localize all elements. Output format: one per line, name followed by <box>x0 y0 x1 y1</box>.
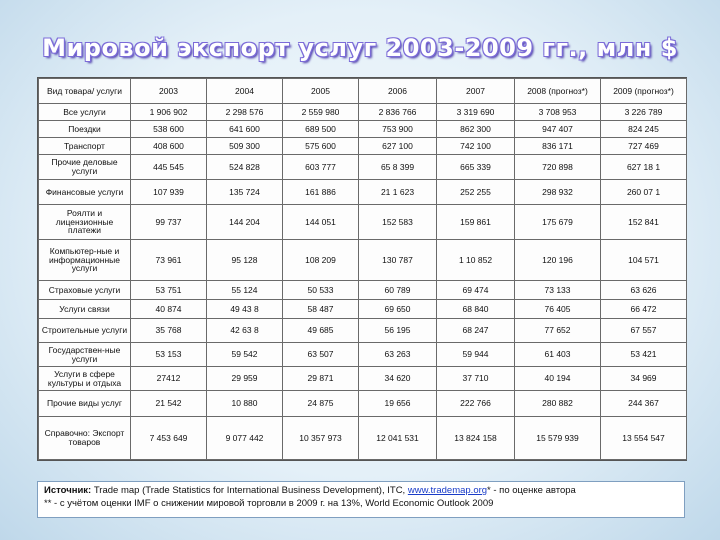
table-row <box>39 138 687 155</box>
table-row <box>39 367 687 391</box>
value-cell: 509 300 <box>207 138 283 155</box>
value-cell: 10 357 973 <box>283 417 359 460</box>
value-cell: 720 898 <box>515 155 601 180</box>
value-cell: 55 124 <box>207 281 283 300</box>
value-cell: 13 824 158 <box>437 417 515 460</box>
value-cell: 742 100 <box>437 138 515 155</box>
value-cell: 144 204 <box>207 205 283 240</box>
table-row <box>39 104 687 121</box>
value-cell: 65 8 399 <box>359 155 437 180</box>
value-cell: 152 841 <box>601 205 687 240</box>
value-cell: 19 656 <box>359 391 437 417</box>
value-cell: 2 836 766 <box>359 104 437 121</box>
value-cell: 68 247 <box>437 319 515 343</box>
header-cell: 2005 <box>283 79 359 104</box>
value-cell: 58 487 <box>283 300 359 319</box>
value-cell: 13 554 547 <box>601 417 687 460</box>
table-row <box>39 300 687 319</box>
value-cell: 77 652 <box>515 319 601 343</box>
value-cell: 66 472 <box>601 300 687 319</box>
value-cell: 12 041 531 <box>359 417 437 460</box>
value-cell: 862 300 <box>437 121 515 138</box>
value-cell: 61 403 <box>515 343 601 367</box>
value-cell: 42 63 8 <box>207 319 283 343</box>
value-cell: 67 557 <box>601 319 687 343</box>
header-cell: Вид товара/ услуги <box>39 79 131 104</box>
row-label: Роялти и лицензионные платежи <box>39 205 131 240</box>
value-cell: 60 789 <box>359 281 437 300</box>
value-cell: 3 319 690 <box>437 104 515 121</box>
value-cell: 34 969 <box>601 367 687 391</box>
header-cell: 2007 <box>437 79 515 104</box>
value-cell: 56 195 <box>359 319 437 343</box>
value-cell: 175 679 <box>515 205 601 240</box>
value-cell: 40 194 <box>515 367 601 391</box>
value-cell: 445 545 <box>131 155 207 180</box>
value-cell: 35 768 <box>131 319 207 343</box>
value-cell: 244 367 <box>601 391 687 417</box>
value-cell: 73 961 <box>131 240 207 281</box>
header-cell: 2008 (прогноз*) <box>515 79 601 104</box>
row-label: Транспорт <box>39 138 131 155</box>
source-text: Trade map (Trade Statistics for International Business Development), ITC, <box>91 485 408 496</box>
value-cell: 68 840 <box>437 300 515 319</box>
header-cell: 2006 <box>359 79 437 104</box>
row-label: Прочие виды услуг <box>39 391 131 417</box>
value-cell: 29 871 <box>283 367 359 391</box>
value-cell: 49 685 <box>283 319 359 343</box>
row-label: Компьютер-ные и информационные услуги <box>39 240 131 281</box>
row-label: Услуги в сфере культуры и отдыха <box>39 367 131 391</box>
value-cell: 727 469 <box>601 138 687 155</box>
value-cell: 69 650 <box>359 300 437 319</box>
value-cell: 3 708 953 <box>515 104 601 121</box>
value-cell: 135 724 <box>207 180 283 205</box>
value-cell: 538 600 <box>131 121 207 138</box>
row-label: Поездки <box>39 121 131 138</box>
table-row <box>39 240 687 281</box>
table-row <box>39 121 687 138</box>
value-cell: 280 882 <box>515 391 601 417</box>
value-cell: 152 583 <box>359 205 437 240</box>
source-note <box>37 481 685 518</box>
value-cell: 159 861 <box>437 205 515 240</box>
page-title: Мировой экспорт услуг 2003-2009 гг., млн $ <box>42 34 678 62</box>
value-cell: 144 051 <box>283 205 359 240</box>
source-footnote-2: ** - с учётом оценки IMF о снижении мировой торговли в 2009 г. на 13%, World Economic Outlook 2009 <box>44 497 494 509</box>
value-cell: 9 077 442 <box>207 417 283 460</box>
trademap-link[interactable]: www.trademap.org <box>407 485 488 496</box>
row-label: Строительные услуги <box>39 319 131 343</box>
value-cell: 73 133 <box>515 281 601 300</box>
value-cell: 40 874 <box>131 300 207 319</box>
value-cell: 63 626 <box>601 281 687 300</box>
value-cell: 53 153 <box>131 343 207 367</box>
table-row <box>39 155 687 180</box>
value-cell: 69 474 <box>437 281 515 300</box>
table-row <box>39 180 687 205</box>
table-header-row <box>39 79 687 104</box>
value-cell: 108 209 <box>283 240 359 281</box>
value-cell: 24 875 <box>283 391 359 417</box>
value-cell: 37 710 <box>437 367 515 391</box>
value-cell: 59 944 <box>437 343 515 367</box>
source-label: Источник: <box>44 485 92 496</box>
row-label: Прочие деловые услуги <box>39 155 131 180</box>
value-cell: 53 751 <box>131 281 207 300</box>
value-cell: 63 507 <box>283 343 359 367</box>
value-cell: 120 196 <box>515 240 601 281</box>
source-footnote-1: * - по оценке автора <box>487 485 576 496</box>
value-cell: 252 255 <box>437 180 515 205</box>
value-cell: 49 43 8 <box>207 300 283 319</box>
value-cell: 107 939 <box>131 180 207 205</box>
value-cell: 260 07 1 <box>601 180 687 205</box>
value-cell: 27412 <box>131 367 207 391</box>
value-cell: 753 900 <box>359 121 437 138</box>
value-cell: 627 18 1 <box>601 155 687 180</box>
value-cell: 7 453 649 <box>131 417 207 460</box>
value-cell: 627 100 <box>359 138 437 155</box>
value-cell: 222 766 <box>437 391 515 417</box>
value-cell: 29 959 <box>207 367 283 391</box>
row-label: Страховые услуги <box>39 281 131 300</box>
table-row <box>39 319 687 343</box>
table-row <box>39 417 687 460</box>
value-cell: 161 886 <box>283 180 359 205</box>
value-cell: 95 128 <box>207 240 283 281</box>
value-cell: 130 787 <box>359 240 437 281</box>
table-row <box>39 281 687 300</box>
row-label: Финансовые услуги <box>39 180 131 205</box>
row-label: Государствен-ные услуги <box>39 343 131 367</box>
value-cell: 59 542 <box>207 343 283 367</box>
value-cell: 50 533 <box>283 281 359 300</box>
export-table-container <box>37 77 687 461</box>
value-cell: 104 571 <box>601 240 687 281</box>
value-cell: 53 421 <box>601 343 687 367</box>
value-cell: 10 880 <box>207 391 283 417</box>
value-cell: 689 500 <box>283 121 359 138</box>
row-label: Справочно: Экспорт товаров <box>39 417 131 460</box>
value-cell: 15 579 939 <box>515 417 601 460</box>
table-row <box>39 205 687 240</box>
export-table <box>38 78 687 460</box>
header-cell: 2003 <box>131 79 207 104</box>
value-cell: 21 542 <box>131 391 207 417</box>
value-cell: 34 620 <box>359 367 437 391</box>
table-row <box>39 343 687 367</box>
value-cell: 836 171 <box>515 138 601 155</box>
value-cell: 2 559 980 <box>283 104 359 121</box>
value-cell: 575 600 <box>283 138 359 155</box>
header-cell: 2009 (прогноз*) <box>601 79 687 104</box>
value-cell: 1 10 852 <box>437 240 515 281</box>
row-label: Все услуги <box>39 104 131 121</box>
value-cell: 21 1 623 <box>359 180 437 205</box>
value-cell: 63 263 <box>359 343 437 367</box>
value-cell: 524 828 <box>207 155 283 180</box>
value-cell: 603 777 <box>283 155 359 180</box>
table-row <box>39 391 687 417</box>
value-cell: 1 906 902 <box>131 104 207 121</box>
value-cell: 824 245 <box>601 121 687 138</box>
value-cell: 298 932 <box>515 180 601 205</box>
value-cell: 408 600 <box>131 138 207 155</box>
value-cell: 641 600 <box>207 121 283 138</box>
value-cell: 3 226 789 <box>601 104 687 121</box>
value-cell: 2 298 576 <box>207 104 283 121</box>
value-cell: 76 405 <box>515 300 601 319</box>
value-cell: 947 407 <box>515 121 601 138</box>
value-cell: 99 737 <box>131 205 207 240</box>
row-label: Услуги связи <box>39 300 131 319</box>
value-cell: 665 339 <box>437 155 515 180</box>
header-cell: 2004 <box>207 79 283 104</box>
